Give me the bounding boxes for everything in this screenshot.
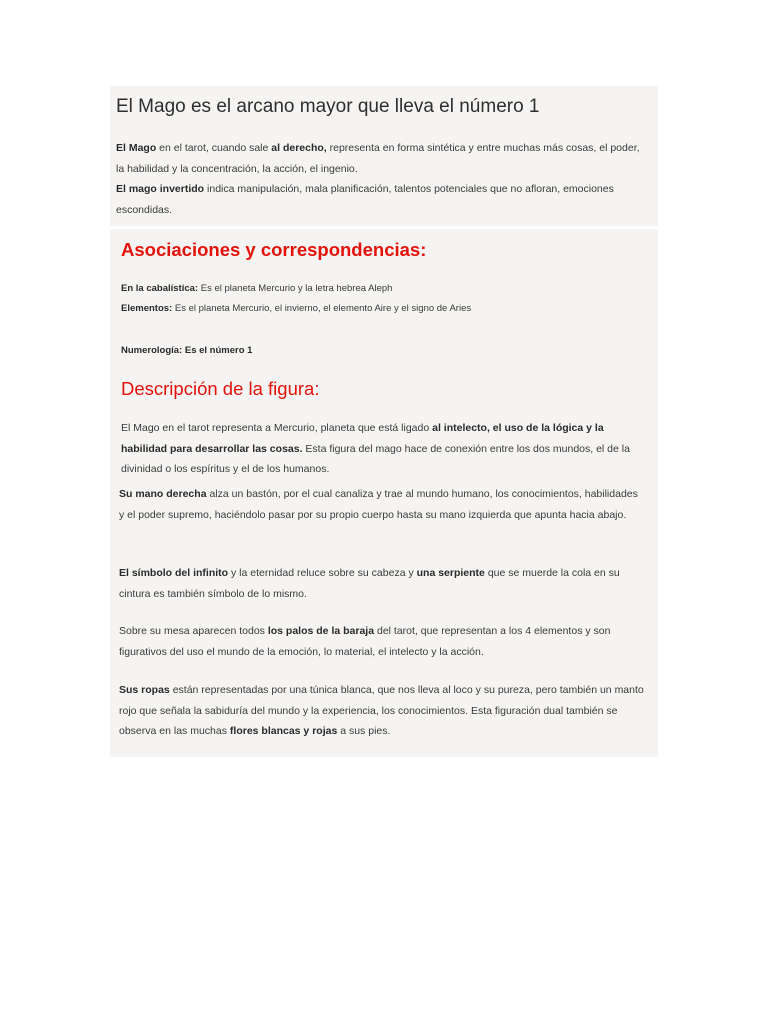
- body-text: Es el planeta Mercurio y la letra hebrea Aleph: [198, 283, 393, 294]
- description-paragraph-1: [121, 418, 643, 480]
- body-text: en el tarot, cuando sale: [156, 142, 272, 154]
- elements-line: [121, 299, 643, 320]
- body-text: representa en forma sintética y entre muchas más cosas, el poder, la habilidad y la concentración, la acción, el ingenio.: [116, 142, 640, 175]
- bold-text: Numerología: Es el número 1: [121, 345, 253, 356]
- intro-paragraph-1: [116, 138, 646, 179]
- body-text: Esta figura del mago hace de conexión entre los dos mundos, el de la divinidad o los espíritus y el de los humanos.: [121, 442, 630, 475]
- body-text: y la eternidad reluce sobre su cabeza y: [228, 567, 417, 579]
- description-paragraph-2: [119, 484, 645, 525]
- bold-text: El símbolo del infinito: [119, 567, 229, 579]
- body-text: que se muerde la cola en su cintura es también símbolo de lo mismo.: [119, 567, 620, 600]
- body-text: Sobre su mesa aparecen todos: [119, 625, 268, 637]
- description-paragraph-3: [119, 563, 645, 604]
- body-text: Es el planeta Mercurio, el invierno, el elemento Aire y el signo de Aries: [172, 303, 472, 314]
- body-text: indica manipulación, mala planificación, talentos potenciales que no afloran, emociones escondidas.: [116, 183, 614, 216]
- associations-heading: Asociaciones y correspondencias:: [121, 239, 427, 260]
- bold-text: al derecho,: [271, 142, 327, 154]
- description-paragraph-4: [119, 621, 645, 662]
- body-text: del tarot, que representan a los 4 elementos y son figurativos del uso el mundo de la emoción, lo material, el intelecto y la acción.: [119, 625, 611, 658]
- bold-text: El Mago: [116, 142, 157, 154]
- bold-text: Sus ropas: [119, 684, 170, 696]
- description-heading: Descripción de la figura:: [121, 378, 320, 399]
- bold-text: Su mano derecha: [119, 488, 207, 500]
- bold-text: En la cabalística:: [121, 283, 199, 294]
- bold-text: Elementos:: [121, 303, 173, 314]
- body-text: a sus pies.: [337, 725, 391, 737]
- numerology-line: [121, 341, 643, 362]
- body-text: están representadas por una túnica blanca, que nos lleva al loco y su pureza, pero también un manto rojo que señala la sabiduría del mundo y la experiencia, los conocimientos. Esta figuración dual también se observa en las muchas: [119, 684, 644, 737]
- cabalistic-line: [121, 279, 643, 300]
- body-text: alza un bastón, por el cual canaliza y trae al mundo humano, los conocimientos, habilidades y el poder supremo, haciéndolo pasar por su propio cuerpo hasta su mano izquierda que apunta hacia abajo.: [119, 488, 638, 521]
- bold-text: una serpiente: [416, 567, 485, 579]
- intro-paragraph-2: [116, 179, 646, 220]
- page-title: El Mago es el arcano mayor que lleva el número 1: [116, 96, 540, 117]
- bold-text: los palos de la baraja: [267, 625, 375, 637]
- description-paragraph-5: [119, 680, 645, 742]
- bold-text: El mago invertido: [116, 183, 205, 195]
- bold-text: al intelecto, el uso de la lógica y la habilidad para desarrollar las cosas.: [121, 422, 604, 455]
- body-text: El Mago en el tarot representa a Mercurio, planeta que está ligado: [121, 422, 433, 434]
- bold-text: flores blancas y rojas: [229, 725, 338, 737]
